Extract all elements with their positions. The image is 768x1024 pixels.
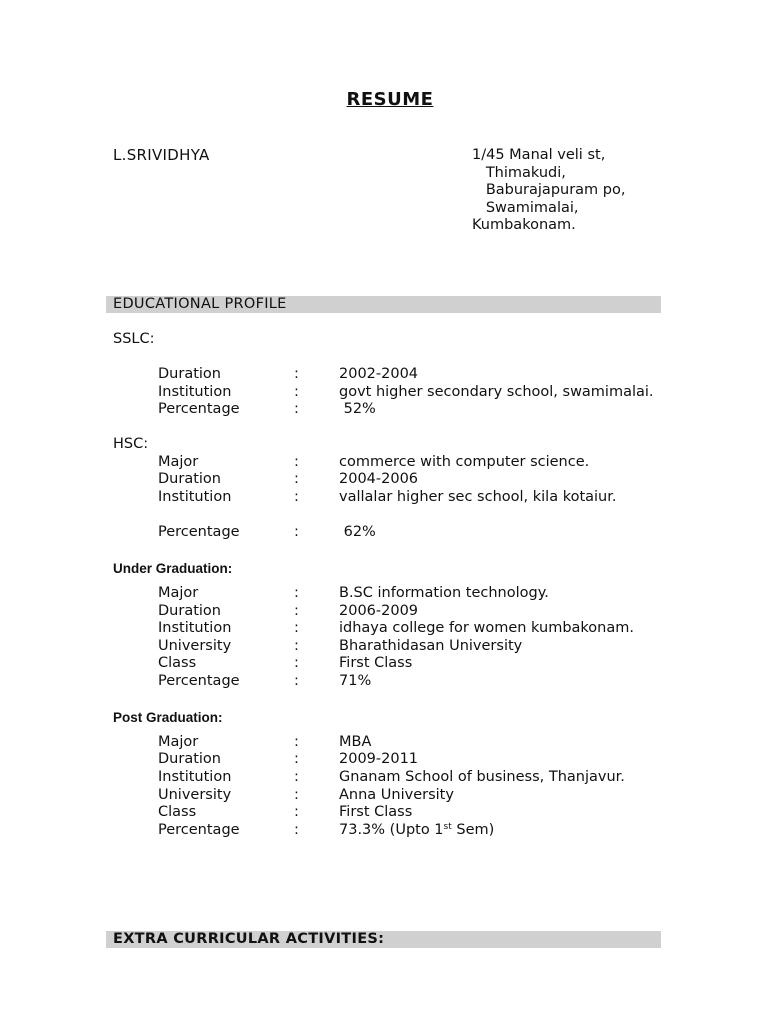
address-block xyxy=(472,147,625,235)
row-value: 2006-2009 xyxy=(339,603,419,619)
row-label: Major xyxy=(158,734,199,750)
percentage-main: 73.3% (Upto 1 xyxy=(339,822,444,838)
page-title: RESUME xyxy=(346,89,434,110)
row-colon: : xyxy=(294,524,299,540)
row-value: MBA xyxy=(339,734,372,750)
row-value: 62% xyxy=(339,524,376,540)
row-label: Percentage xyxy=(158,401,240,417)
address-line: Swamimalai, xyxy=(472,199,579,216)
address-line: Kumbakonam. xyxy=(472,217,576,233)
sslc-heading: SSLC: xyxy=(113,331,155,347)
hsc-heading: HSC: xyxy=(113,436,149,452)
row-label: Duration xyxy=(158,471,221,487)
row-colon: : xyxy=(294,822,299,838)
row-value: Bharathidasan University xyxy=(339,638,523,654)
row-colon: : xyxy=(294,620,299,636)
row-value xyxy=(339,822,494,840)
row-colon: : xyxy=(294,585,299,601)
row-label: Institution xyxy=(158,489,232,505)
row-label: Class xyxy=(158,655,197,671)
pg-heading: Post Graduation: xyxy=(113,710,223,725)
row-colon: : xyxy=(294,734,299,750)
row-label: Duration xyxy=(158,366,221,382)
row-colon: : xyxy=(294,751,299,767)
row-label: University xyxy=(158,638,232,654)
row-value: vallalar higher sec school, kila kotaiur. xyxy=(339,489,617,505)
row-colon: : xyxy=(294,454,299,470)
row-colon: : xyxy=(294,655,299,671)
row-label: Major xyxy=(158,454,199,470)
address-line: 1/45 Manal veli st, xyxy=(472,147,606,163)
address-line: Baburajapuram po, xyxy=(472,182,626,198)
row-label: Percentage xyxy=(158,524,240,540)
row-label: Institution xyxy=(158,620,232,636)
row-colon: : xyxy=(294,603,299,619)
row-value: 52% xyxy=(339,401,376,417)
address-line: Thimakudi, xyxy=(472,164,566,181)
row-value: commerce with computer science. xyxy=(339,454,590,470)
row-colon: : xyxy=(294,471,299,487)
row-label: Institution xyxy=(158,384,232,400)
row-label: Percentage xyxy=(158,673,240,689)
row-label: Major xyxy=(158,585,199,601)
row-colon: : xyxy=(294,384,299,400)
row-value: 2004-2006 xyxy=(339,471,419,487)
row-value: Anna University xyxy=(339,787,454,803)
row-label: Institution xyxy=(158,769,232,785)
row-label: Percentage xyxy=(158,822,240,838)
section-extra-curricular: EXTRA CURRICULAR ACTIVITIES: xyxy=(106,931,661,948)
row-value: 2009-2011 xyxy=(339,751,419,767)
row-value: govt higher secondary school, swamimalai. xyxy=(339,384,654,400)
candidate-name: L.SRIVIDHYA xyxy=(113,146,210,164)
row-value: First Class xyxy=(339,655,413,671)
row-value: idhaya college for women kumbakonam. xyxy=(339,620,634,636)
row-colon: : xyxy=(294,638,299,654)
row-value: First Class xyxy=(339,804,413,820)
row-label: Duration xyxy=(158,603,221,619)
section-educational-profile: EDUCATIONAL PROFILE xyxy=(106,296,661,313)
row-colon: : xyxy=(294,787,299,803)
row-value: 2002-2004 xyxy=(339,366,419,382)
row-value: B.SC information technology. xyxy=(339,585,549,601)
row-label: Duration xyxy=(158,751,221,767)
row-colon: : xyxy=(294,769,299,785)
row-colon: : xyxy=(294,366,299,382)
row-value: Gnanam School of business, Thanjavur. xyxy=(339,769,625,785)
row-label: Class xyxy=(158,804,197,820)
ug-heading: Under Graduation: xyxy=(113,561,233,576)
row-label: University xyxy=(158,787,232,803)
row-colon: : xyxy=(294,804,299,820)
row-colon: : xyxy=(294,673,299,689)
row-value: 71% xyxy=(339,673,372,689)
percentage-suffix: Sem) xyxy=(451,822,495,838)
row-colon: : xyxy=(294,401,299,417)
ordinal-suffix: st xyxy=(443,822,452,832)
row-colon: : xyxy=(294,489,299,505)
